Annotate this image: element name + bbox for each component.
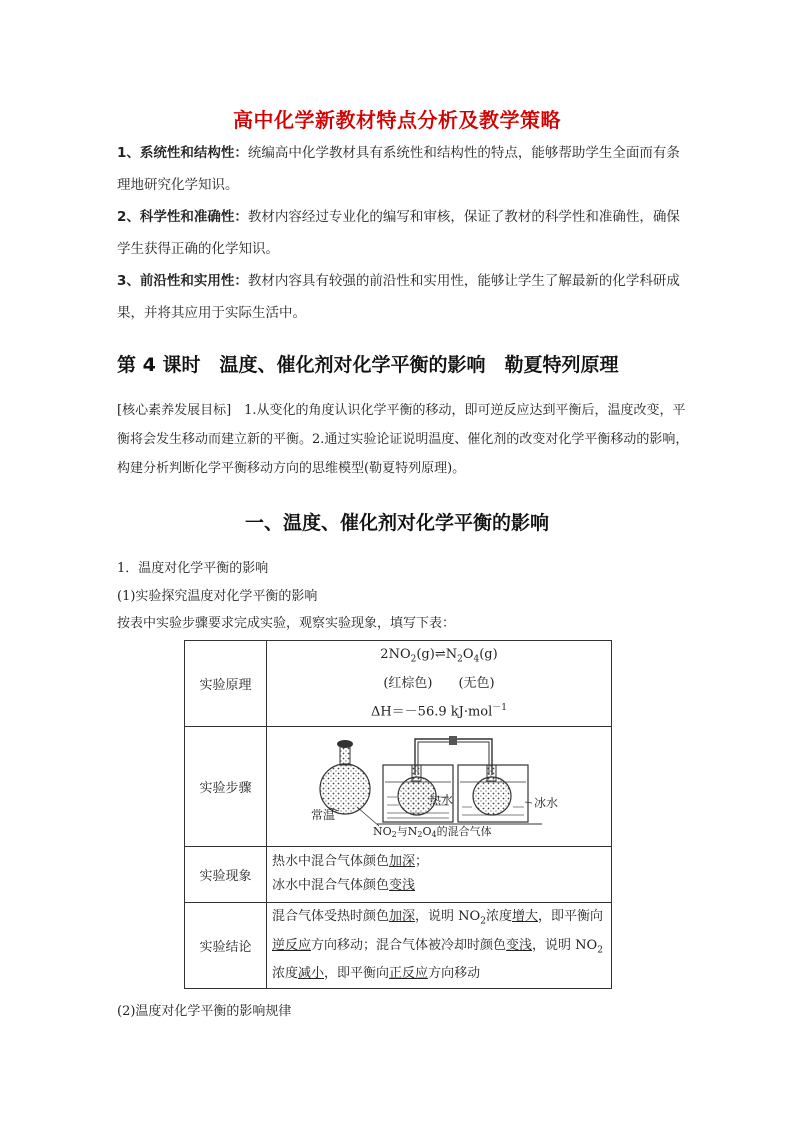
label-principle: 实验原理	[185, 641, 267, 727]
principle-content	[267, 641, 612, 727]
subheading-temperature: 1．温度对化学平衡的影响	[117, 561, 269, 576]
row-phenomena	[185, 846, 612, 902]
document-title: 高中化学新教材特点分析及教学策略	[233, 108, 561, 132]
flask-room-temp-icon	[320, 740, 370, 814]
subheading-rule: (2)温度对化学平衡的影响规律	[117, 1004, 292, 1019]
apparatus-diagram	[267, 727, 611, 837]
row-principle	[185, 641, 612, 727]
experiment-table	[184, 640, 612, 989]
apparatus-figure	[267, 726, 612, 846]
phenomena-content	[267, 846, 612, 902]
reaction-equation: $2NO_2(g)\rightleftharpoons N_2O_4(g)$	[380, 647, 498, 665]
feature-label: 3、前沿性和实用性：	[117, 273, 248, 289]
lesson-title: 第 4 课时 温度、催化剂对化学平衡的影响 勒夏特列原理	[117, 354, 619, 376]
core-goal-paragraph	[117, 396, 691, 483]
label-conclusion: 实验结论	[185, 902, 267, 988]
phenomenon-cold: 冰水中混合气体颜色变浅	[272, 878, 416, 894]
label-mixture: NO2与N2O4的混合气体	[373, 824, 492, 837]
row-conclusion	[185, 902, 612, 988]
label-ice-water: 冰水	[534, 795, 559, 810]
instruction-text: 按表中实验步骤要求完成实验，观察实验现象，填写下表：	[117, 616, 456, 631]
feature-paragraph-2	[117, 201, 687, 265]
feature-paragraph-1	[117, 137, 687, 201]
feature-text: 教材内容经过专业化的编写和审核，保证了教材的科学性和准确性，确保学生获得正确的化学知识。	[117, 209, 680, 257]
label-hot-water: 热水	[429, 792, 454, 807]
goal-text: 1.从变化的角度认识化学平衡的移动，即可逆反应达到平衡后，温度改变，平衡将会发生移动而建立新的平衡。2.通过实验论证说明温度、催化剂的改变对化学平衡移动的影响，构建分析判断化学平衡移动方向的思维模型(勒夏特列原理)。	[117, 403, 689, 476]
section-title: 一、温度、催化剂对化学平衡的影响	[244, 512, 549, 534]
enthalpy: ΔH＝－56.9 kJ·mol$^{-1}$	[370, 702, 508, 719]
feature-paragraph-3	[117, 265, 687, 329]
goal-tag: [核心素养发展目标]	[117, 403, 232, 418]
phenomenon-hot: 热水中混合气体颜色加深；	[272, 854, 429, 870]
feature-label: 1、系统性和结构性：	[117, 145, 248, 161]
label-normal: 常温	[311, 807, 336, 822]
row-steps	[185, 726, 612, 846]
subheading-experiment: (1)实验探究温度对化学平衡的影响	[117, 589, 318, 604]
feature-text: 统编高中化学教材具有系统性和结构性的特点，能够帮助学生全面而有条理地研究化学知识。	[117, 145, 680, 193]
feature-text: 教材内容具有较强的前沿性和实用性，能够让学生了解最新的化学科研成果，并将其应用于实际生活中。	[117, 273, 680, 321]
feature-label: 2、科学性和准确性：	[117, 209, 248, 225]
label-steps: 实验步骤	[185, 726, 267, 846]
conclusion-content: 混合气体受热时颜色加深，说明 $NO_2$浓度增大，即平衡向逆反应方向移动；混合气体被冷却时颜色变浅，说明 $NO_2$浓度减小，即平衡向正反应方向移动	[267, 902, 612, 988]
beaker-ice-water-icon	[458, 765, 528, 822]
label-phenomena: 实验现象	[185, 846, 267, 902]
color-note: (红棕色) (无色)	[383, 675, 495, 691]
